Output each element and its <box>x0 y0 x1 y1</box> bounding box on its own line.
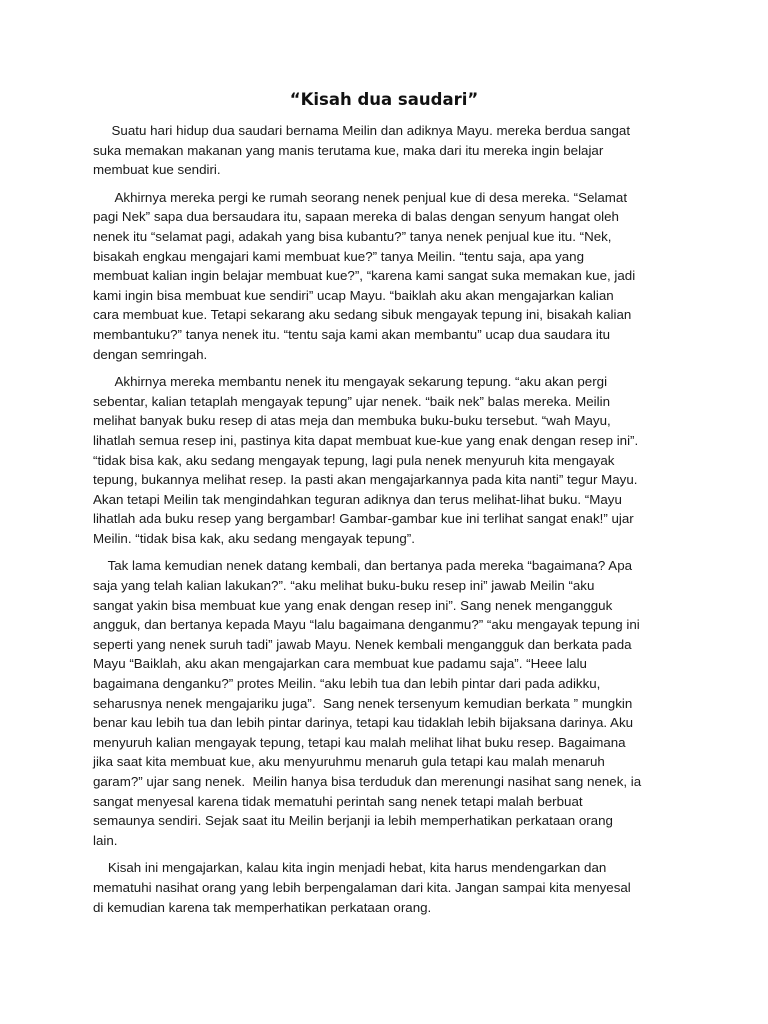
text-line: seharusnya nenek mengajariku juga”. Sang nenek tersenyum kemudian berkata ” mungkin <box>93 695 633 711</box>
text-line: lihatlah semua resep ini, pastinya kita dapat membuat kue-kue yang enak dengan resep ini”. <box>93 432 639 448</box>
text-line: jika saat kita membuat kue, aku menyuruhmu menaruh gula tetapi kau malah menaruh <box>93 754 605 770</box>
text-line: nenek itu “selamat pagi, adakah yang bisa kubantu?” tanya nenek penjual kue itu. “Nek, <box>93 228 612 244</box>
text-line: dengan semringah. <box>93 346 208 362</box>
text-line: Kisah ini mengajarkan, kalau kita ingin menjadi hebat, kita harus mendengarkan dan <box>93 860 607 876</box>
text-line: sebentar, kalian tetaplah mengayak tepung” ujar nenek. “baik nek” balas mereka. Meilin <box>93 393 610 409</box>
text-line: Mayu “Baiklah, aku akan mengajarkan cara membuat kue padamu saja”. “Heee lalu <box>93 656 587 672</box>
text-line: semaunya sendiri. Sejak saat itu Meilin berjanji ia lebih memperhatikan perkataan orang <box>93 813 613 829</box>
paragraph-1 <box>93 121 689 180</box>
text-line: Akan tetapi Meilin tak mengindahkan teguran adiknya dan terus melihat-lihat buku. “Mayu <box>93 491 622 507</box>
text-line: sangat yakin bisa membuat kue yang enak dengan resep ini”. Sang nenek mengangguk <box>93 597 613 613</box>
text-line: membuat kalian ingin belajar membuat kue?”, “karena kami sangat suka memakan kue, jadi <box>93 268 636 284</box>
text-line: Akhirnya mereka membantu nenek itu mengayak sekarung tepung. “aku akan pergi <box>93 374 608 390</box>
text-line: sangat menyesal karena tidak mematuhi perintah sang nenek tetapi malah berbuat <box>93 793 583 809</box>
paragraph-4 <box>93 556 689 850</box>
text-line: Suatu hari hidup dua saudari bernama Meilin dan adiknya Mayu. mereka berdua sangat <box>93 123 631 138</box>
text-line: kami ingin bisa membuat kue sendiri” ucap Mayu. “baiklah aku akan mengajarkan kalian <box>93 287 614 303</box>
text-line: tepung, bukannya melihat resep. Ia pasti akan mengajarkannya pada kita nanti” tegur Mayu. <box>93 472 638 488</box>
page-title: “Kisah dua saudari” <box>289 90 479 109</box>
text-line: saja yang telah kalian lakukan?”. “aku melihat buku-buku resep ini” jawab Meilin “aku <box>93 578 595 594</box>
text-line: menyuruh kalian mengayak tepung, tetapi kau malah melihat lihat buku resep. Bagaimana <box>93 734 626 750</box>
text-line: suka memakan makanan yang manis terutama kue, maka dari itu mereka ingin belajar <box>93 142 604 158</box>
text-line: membuat kue sendiri. <box>93 162 221 178</box>
text-line: di kemudian karena tak memperhatikan perkataan orang. <box>93 899 432 915</box>
text-line: Tak lama kemudian nenek datang kembali, dan bertanya pada mereka “bagaimana? Apa <box>93 558 633 574</box>
text-line: melihat banyak buku resep di atas meja dan membuka buku-buku tersebut. “wah Mayu, <box>93 413 611 429</box>
text-line: garam?” ujar sang nenek. Meilin hanya bisa terduduk dan merenungi nasihat sang nenek, ia <box>93 774 642 789</box>
text-line: “tidak bisa kak, aku sedang mengayak tepung, lagi pula nenek menyuruh kita mengayak <box>93 452 615 468</box>
text-line: Meilin. “tidak bisa kak, aku sedang mengayak tepung”. <box>93 530 415 546</box>
paragraph-2 <box>93 188 689 364</box>
story-body <box>93 121 689 925</box>
text-line: mematuhi nasihat orang yang lebih berpengalaman dari kita. Jangan sampai kita menyesal <box>93 879 631 895</box>
text-line: seperti yang nenek suruh tadi” jawab Mayu. Nenek kembali mengangguk dan berkata pada <box>93 636 632 652</box>
text-line: benar kau lebih tua dan lebih pintar darinya, tetapi kau tidaklah lebih bijaksana darinya. Aku <box>93 715 634 731</box>
text-line: membantuku?” tanya nenek itu. “tentu saja kami akan membantu” ucap dua saudara itu <box>93 326 610 342</box>
text-line: angguk, dan bertanya kepada Mayu “lalu bagaimana denganmu?” “aku mengayak tepung ini <box>93 617 640 633</box>
text-line: cara membuat kue. Tetapi sekarang aku sedang sibuk mengayak tepung ini, bisakah kalian <box>93 307 632 323</box>
paragraph-3 <box>93 372 689 548</box>
text-line: pagi Nek” sapa dua bersaudara itu, sapaan mereka di balas dengan senyum hangat oleh <box>93 209 619 225</box>
text-line: lihatlah ada buku resep yang bergambar! Gambar-gambar kue ini terlihat sangat enak!” ujar <box>93 511 634 527</box>
paragraph-5 <box>93 858 689 917</box>
text-line: bisakah engkau mengajari kami membuat kue?” tanya Meilin. “tentu saja, apa yang <box>93 248 585 264</box>
text-line: lain. <box>93 832 118 848</box>
text-line: Akhirnya mereka pergi ke rumah seorang nenek penjual kue di desa mereka. “Selamat <box>93 189 628 205</box>
text-line: bagaimana denganku?” protes Meilin. “aku lebih tua dan lebih pintar dari pada adikku, <box>93 676 601 692</box>
